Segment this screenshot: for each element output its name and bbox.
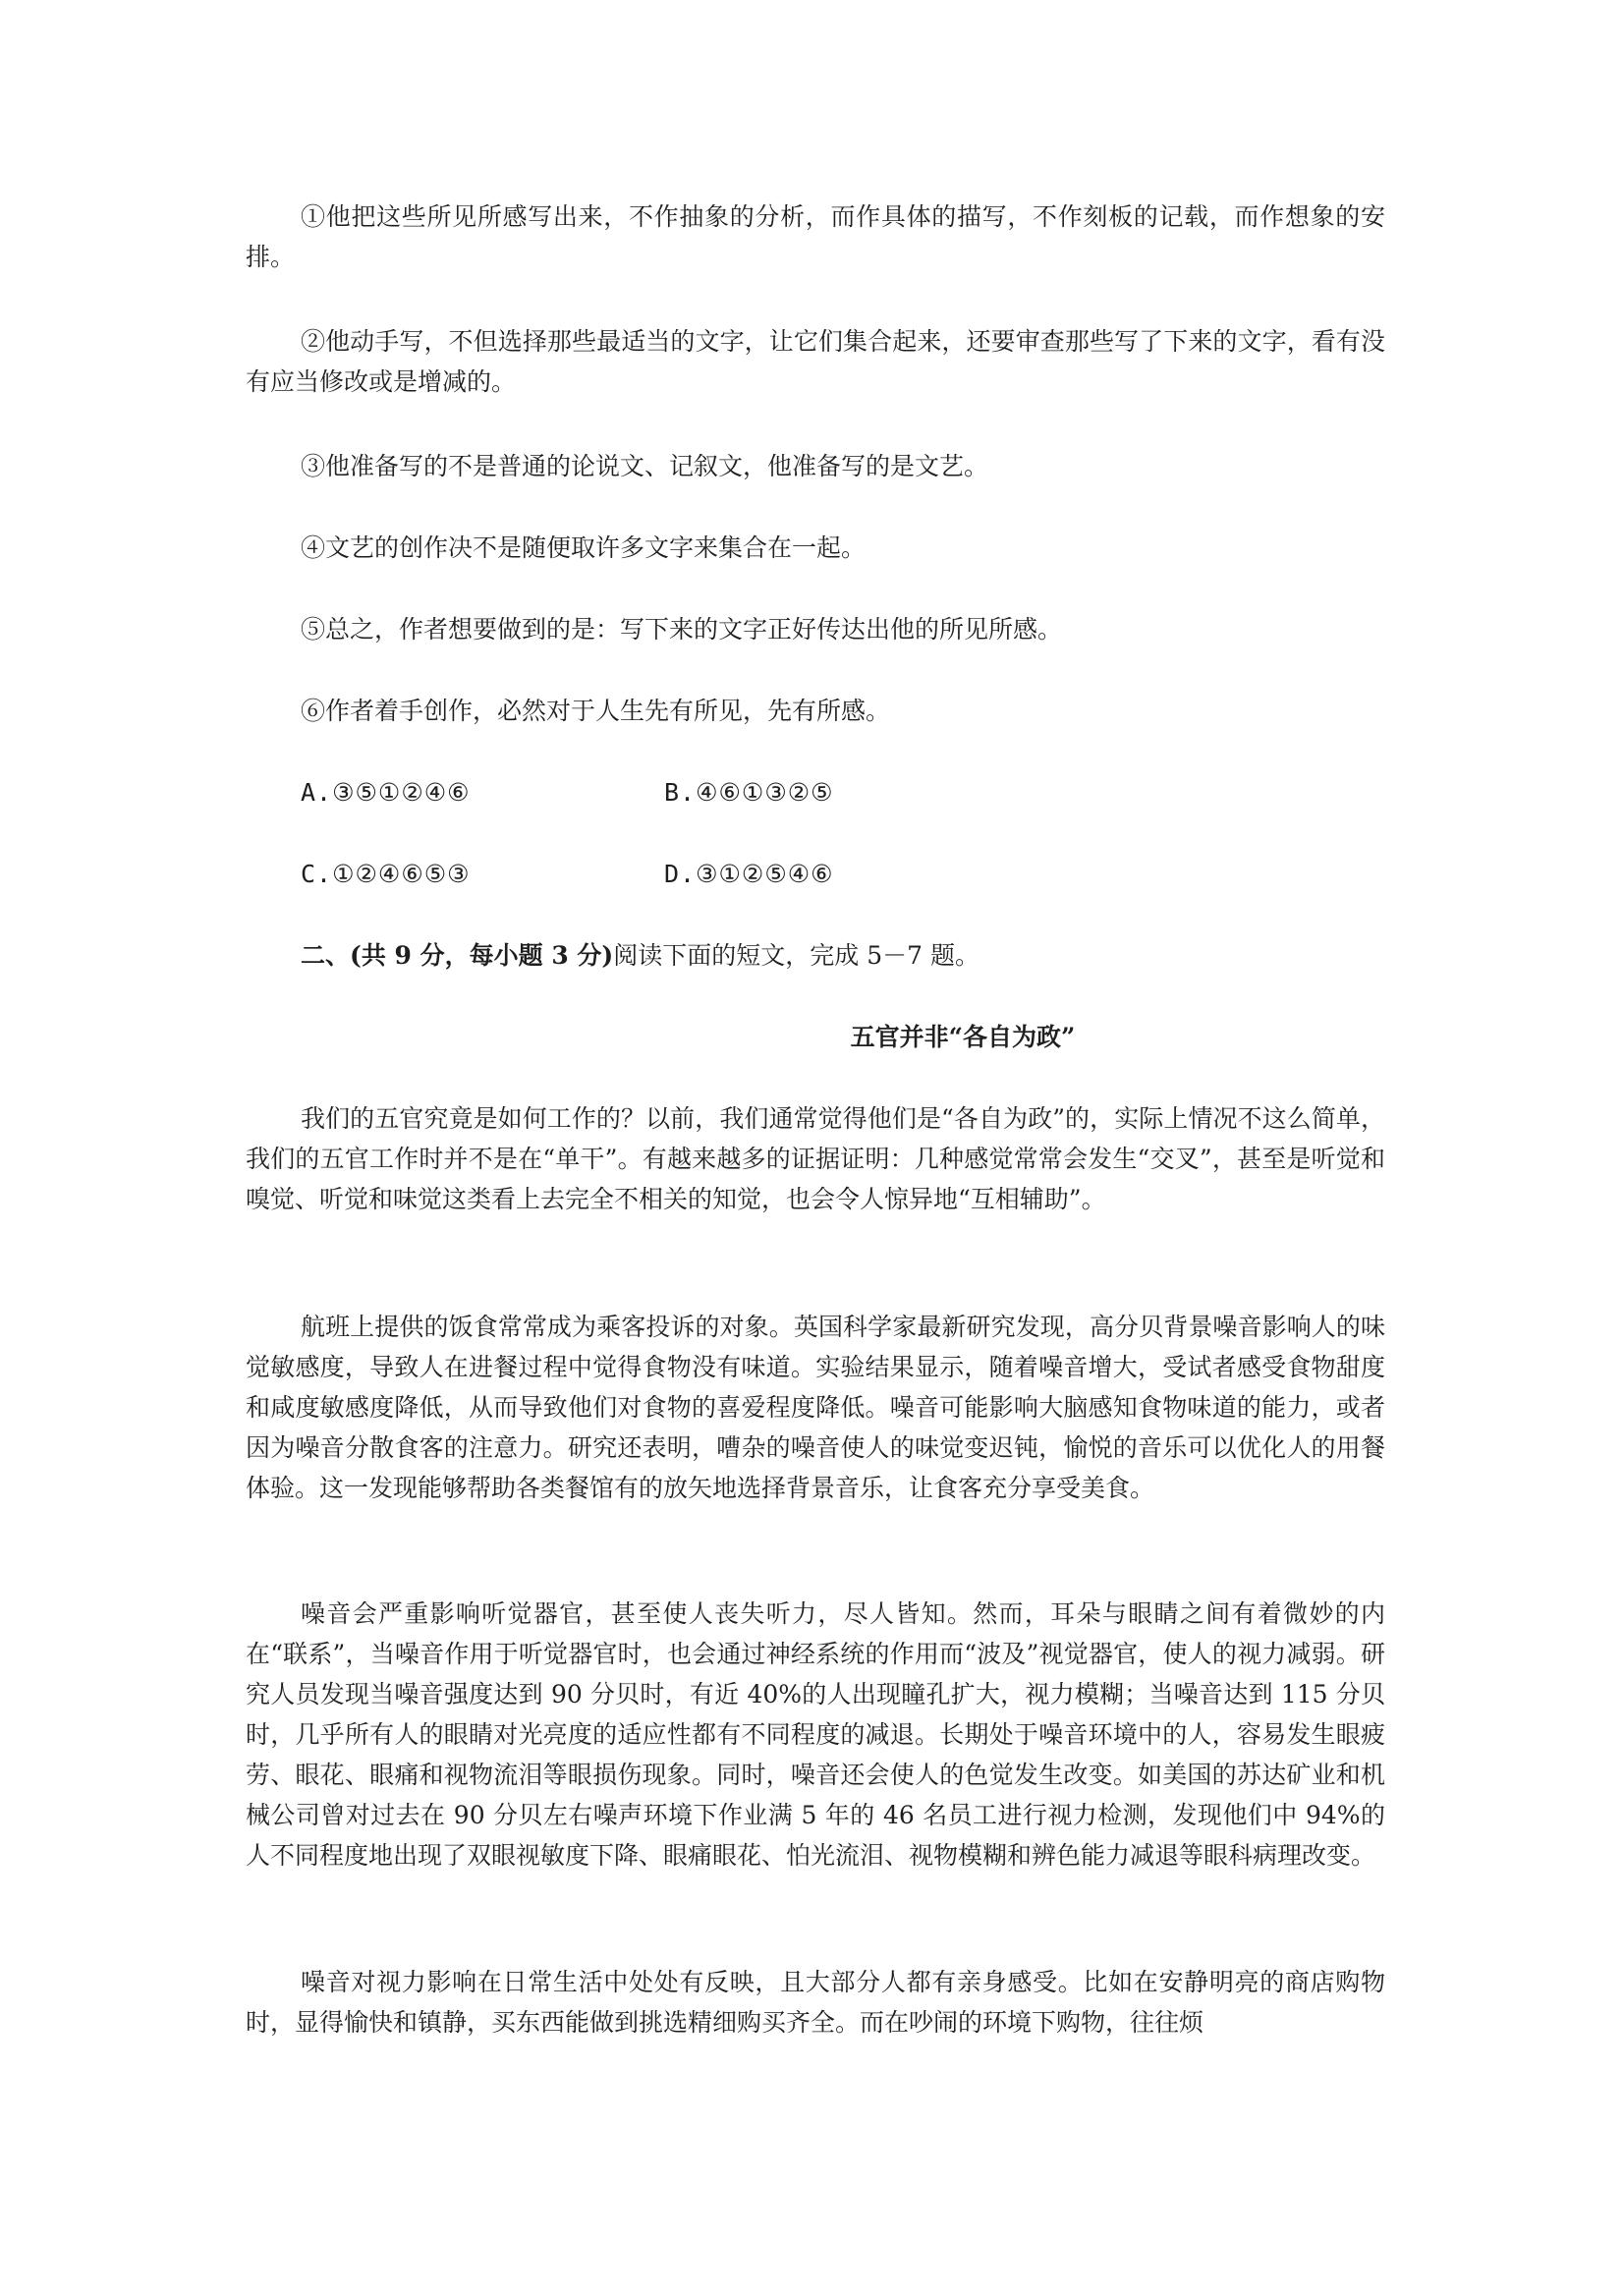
article-paragraph-4: 噪音对视力影响在日常生活中处处有反映，且大部分人都有亲身感受。比如在安静明亮的商店购物时，显得愉快和镇静，买东西能做到挑选精细购买齐全。而在吵闹的环境下购物，往往烦 — [246, 1968, 1385, 2037]
choice-b[interactable]: B.④⑥①③②⑤ — [664, 778, 834, 807]
section-2-heading — [246, 935, 1385, 976]
sentence-6: ⑥作者着手创作，必然对于人生先有所见，先有所感。 — [301, 697, 891, 725]
article-paragraph-2: 航班上提供的饭食常常成为乘客投诉的对象。英国科学家最新研究发现，高分贝背景噪音影响人的味觉敏感度，导致人在进餐过程中觉得食物没有味道。实验结果显示，随着噪音增大，受试者感受食物甜度和咸度敏感度降低，从而导致他们对食物的喜爱程度降低。噪音可能影响大脑感知食物味道的能力，或者因为噪音分散食客的注意力。研究还表明，嘈杂的噪音使人的味觉变迟钝，愉悦的音乐可以优化人的用餐体验。这一发现能够帮助各类餐馆有的放矢地选择背景音乐，让食客充分享受美食。 — [246, 1313, 1385, 1502]
section-2-score: 二、(共 9 分，每小题 3 分) — [301, 941, 614, 970]
choices-row-1 — [246, 772, 1440, 812]
sentence-2: ②他动手写，不但选择那些最适当的文字，让它们集合起来，还要审查那些写了下来的文字，看有没有应当修改或是增减的。 — [246, 327, 1385, 396]
choice-a[interactable]: A.③⑤①②④⑥ — [301, 778, 471, 807]
section-2-instruction: 阅读下面的短文，完成 5－7 题。 — [613, 941, 979, 970]
article-title: 五官并非“各自为政” — [850, 1023, 1076, 1051]
choice-c[interactable]: C.①②④⑥⑤③ — [301, 860, 471, 888]
sentence-3: ③他准备写的不是普通的论说文、记叙文，他准备写的是文艺。 — [301, 452, 989, 480]
choice-d[interactable]: D.③①②⑤④⑥ — [664, 860, 834, 888]
sentence-4: ④文艺的创作决不是随便取许多文字来集合在一起。 — [301, 533, 867, 562]
article-paragraph-1: 我们的五官究竟是如何工作的？以前，我们通常觉得他们是“各自为政”的，实际上情况不这么简单，我们的五官工作时并不是在“单干”。有越来越多的证据证明：几种感觉常常会发生“交叉”，甚至是听觉和嗅觉、听觉和味觉这类看上去完全不相关的知觉，也会令人惊异地“互相辅助”。 — [246, 1104, 1385, 1213]
article-paragraph-3: 噪音会严重影响听觉器官，甚至使人丧失听力，尽人皆知。然而，耳朵与眼睛之间有着微妙的内在“联系”，当噪音作用于听觉器官时，也会通过神经系统的作用而“波及”视觉器官，使人的视力减弱。研究人员发现当噪音强度达到 90 分贝时，有近 40%的人出现瞳孔扩大，视力模糊；当噪音达到 115 分贝时，几乎所有人的眼睛对光亮度的适应性都有不同程度的减退。长期处于噪音环境中的人，容易发生眼疲劳、眼花、眼痛和视物流泪等眼损伤现象。同时，噪音还会使人的色觉发生改变。如美国的苏达矿业和机械公司曾对过去在 90 分贝左右噪声环境下作业满 5 年的 46 名员工进行视力检测，发现他们中 94%的人不同程度地出现了双眼视敏度下降、眼痛眼花、怕光流泪、视物模糊和辨色能力减退等眼科病理改变。 — [246, 1599, 1385, 1870]
choices-row-2 — [246, 854, 1440, 894]
sentence-5: ⑤总之，作者想要做到的是：写下来的文字正好传达出他的所见所感。 — [301, 615, 1063, 644]
sentence-1: ①他把这些所见所感写出来，不作抽象的分析，而作具体的描写，不作刻板的记载，而作想象的安排。 — [246, 202, 1385, 271]
